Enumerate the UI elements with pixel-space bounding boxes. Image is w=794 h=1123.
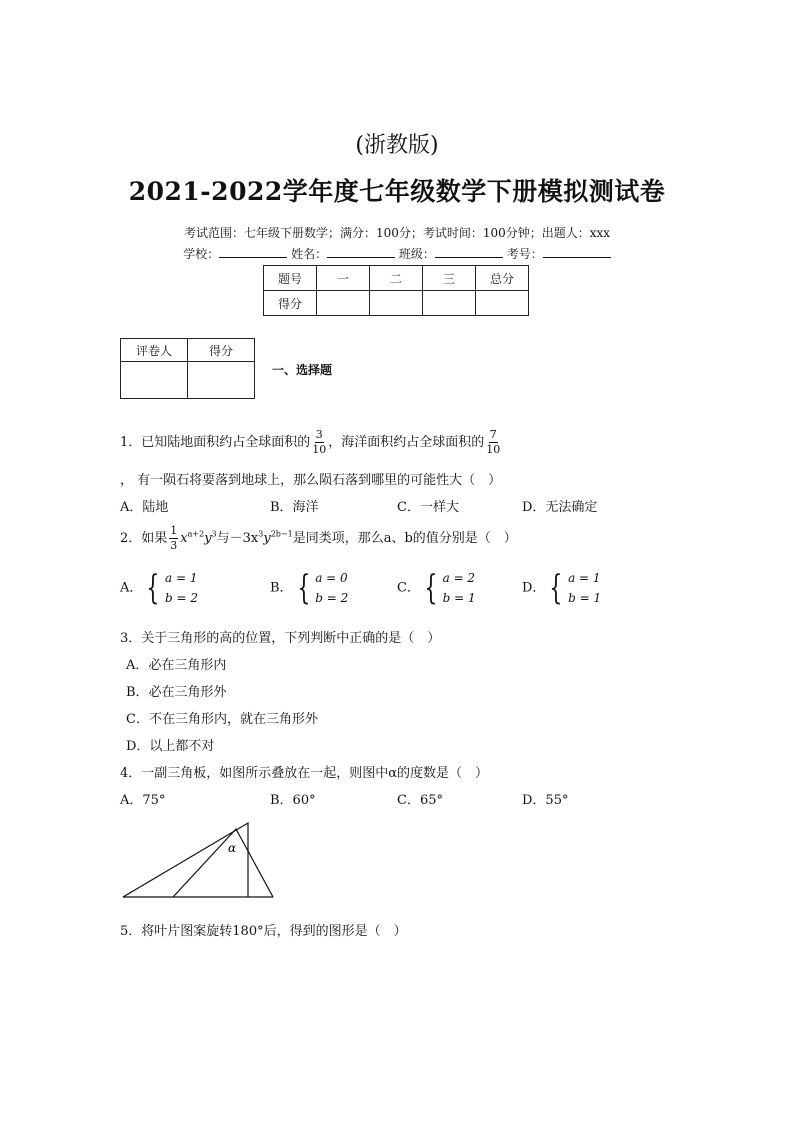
score-header-cell: 总分 (476, 266, 529, 291)
q2-option-b[interactable] (270, 568, 348, 608)
score-table-header-row (264, 266, 529, 291)
class-label: 班级： (398, 247, 435, 261)
q1-option-a[interactable]: A．陆地 (120, 500, 169, 515)
score-header-cell: 二 (370, 266, 423, 291)
q4-option-a[interactable]: A．75° (120, 793, 166, 808)
option-label: C． (397, 580, 420, 596)
school-blank[interactable] (219, 246, 287, 258)
q1-option-d[interactable]: D．无法确定 (522, 500, 598, 515)
triangle-set-figure (118, 815, 278, 905)
system-row: a = 1 (568, 571, 601, 585)
triangle-board-2 (173, 829, 273, 897)
exam-title: 2021-2022学年度七年级数学下册模拟测试卷 (128, 177, 666, 206)
grader-score-header: 得分 (188, 339, 255, 362)
q2-mid: 与－3x (216, 531, 259, 546)
option-label: A． (120, 580, 143, 596)
section-heading-choice: 一、选择题 (272, 363, 333, 377)
system-row: a = 2 (442, 571, 476, 585)
system-row: b = 1 (568, 591, 602, 605)
system-row: b = 1 (442, 591, 476, 605)
q2-exp-a2: a+2 (187, 529, 205, 539)
q2-exp-3b: 3 (258, 529, 264, 539)
fraction-numerator: 7 (489, 428, 497, 441)
system-row: b = 2 (165, 591, 199, 605)
exam-info-line: 考试范围：七年级下册数学；满分：100分；考试时间：100分钟；出题人：xxx (183, 226, 611, 240)
q3-option-c[interactable]: C．不在三角形内，就在三角形外 (126, 712, 318, 727)
alpha-label: α (228, 841, 237, 855)
school-label: 学校： (183, 247, 220, 261)
score-cell[interactable] (370, 291, 423, 316)
triangle-board-1 (123, 823, 248, 897)
q4-option-b[interactable]: B．60° (270, 793, 316, 808)
score-cell[interactable] (317, 291, 370, 316)
q1-option-c[interactable]: C．一样大 (397, 500, 459, 515)
q1-option-b[interactable]: B．海洋 (270, 500, 319, 515)
score-row-label: 得分 (264, 291, 317, 316)
score-cell[interactable] (476, 291, 529, 316)
exam-no-blank[interactable] (543, 246, 611, 258)
equation-system: { a = 1 b = 1 (549, 568, 602, 608)
equation-system: { a = 0 b = 2 (296, 568, 349, 608)
question-1-stem (120, 428, 502, 457)
fraction-numerator: 3 (315, 428, 323, 441)
q4-option-d[interactable]: D．55° (522, 793, 569, 808)
exam-no-label: 考号： (506, 247, 543, 261)
q1-fraction-land (312, 428, 326, 457)
score-cell[interactable] (423, 291, 476, 316)
score-header-cell: 一 (317, 266, 370, 291)
fraction-numerator: 1 (170, 524, 178, 537)
q2-option-a[interactable] (120, 568, 198, 608)
grader-header: 评卷人 (121, 339, 188, 362)
class-blank[interactable] (435, 246, 503, 258)
equation-system: { a = 2 b = 1 (424, 568, 476, 608)
q1-fraction-ocean (486, 428, 500, 457)
q2-var-x: x (180, 531, 188, 546)
q2-var-y: y (204, 531, 212, 546)
q2-option-d[interactable] (522, 568, 601, 608)
score-table (263, 265, 529, 316)
q2-var-y2: y (263, 531, 271, 546)
question-4-stem: 4．一副三角板，如图所示叠放在一起，则图中α的度数是（ ） (120, 766, 489, 781)
q1-text-pre: 1．已知陆地面积约占全球面积的 (120, 435, 311, 450)
q2-number: 2．如果 (120, 531, 168, 546)
fraction-denominator: 10 (486, 443, 501, 456)
system-row: a = 0 (315, 571, 348, 585)
option-label: B． (270, 580, 293, 596)
q2-exp-2b1: 2b−1 (270, 529, 293, 539)
system-row: a = 1 (165, 571, 198, 585)
q1-text-mid: ，海洋面积约占全球面积的 (328, 435, 485, 450)
q2-option-c[interactable] (397, 568, 476, 608)
q2-tail: 是同类项，那么a、b的值分别是（ ） (292, 531, 517, 546)
grader-cell[interactable] (121, 362, 188, 399)
equation-system: { a = 1 b = 2 (146, 568, 199, 608)
q3-option-a[interactable]: A．必在三角形内 (126, 658, 227, 673)
score-table-score-row (264, 291, 529, 316)
system-row: b = 2 (315, 591, 349, 605)
q2-fraction (169, 524, 178, 553)
q3-option-d[interactable]: D．以上都不对 (126, 739, 215, 754)
name-blank[interactable] (327, 246, 395, 258)
question-3-stem: 3．关于三角形的高的位置，下列判断中正确的是（ ） (120, 631, 441, 646)
q2-exp-3: 3 (211, 529, 217, 539)
fraction-denominator: 10 (312, 443, 327, 456)
fraction-denominator: 3 (170, 539, 178, 552)
question-5-stem: 5．将叶片图案旋转180°后，得到的图形是（ ） (120, 924, 407, 939)
grader-score-cell[interactable] (188, 362, 255, 399)
student-fields (0, 245, 794, 262)
grader-table (120, 338, 255, 399)
score-header-cell: 三 (423, 266, 476, 291)
q3-option-b[interactable]: B．必在三角形外 (126, 685, 227, 700)
q4-option-c[interactable]: C．65° (397, 793, 443, 808)
option-label: D． (522, 580, 546, 596)
question-1-line2: ， 有一陨石将要落到地球上，那么陨石落到哪里的可能性大（ ） (120, 473, 502, 488)
score-header-cell: 题号 (264, 266, 317, 291)
question-2-stem (120, 524, 517, 553)
name-label: 姓名： (291, 247, 328, 261)
edition-label: (浙教版) (355, 133, 439, 158)
